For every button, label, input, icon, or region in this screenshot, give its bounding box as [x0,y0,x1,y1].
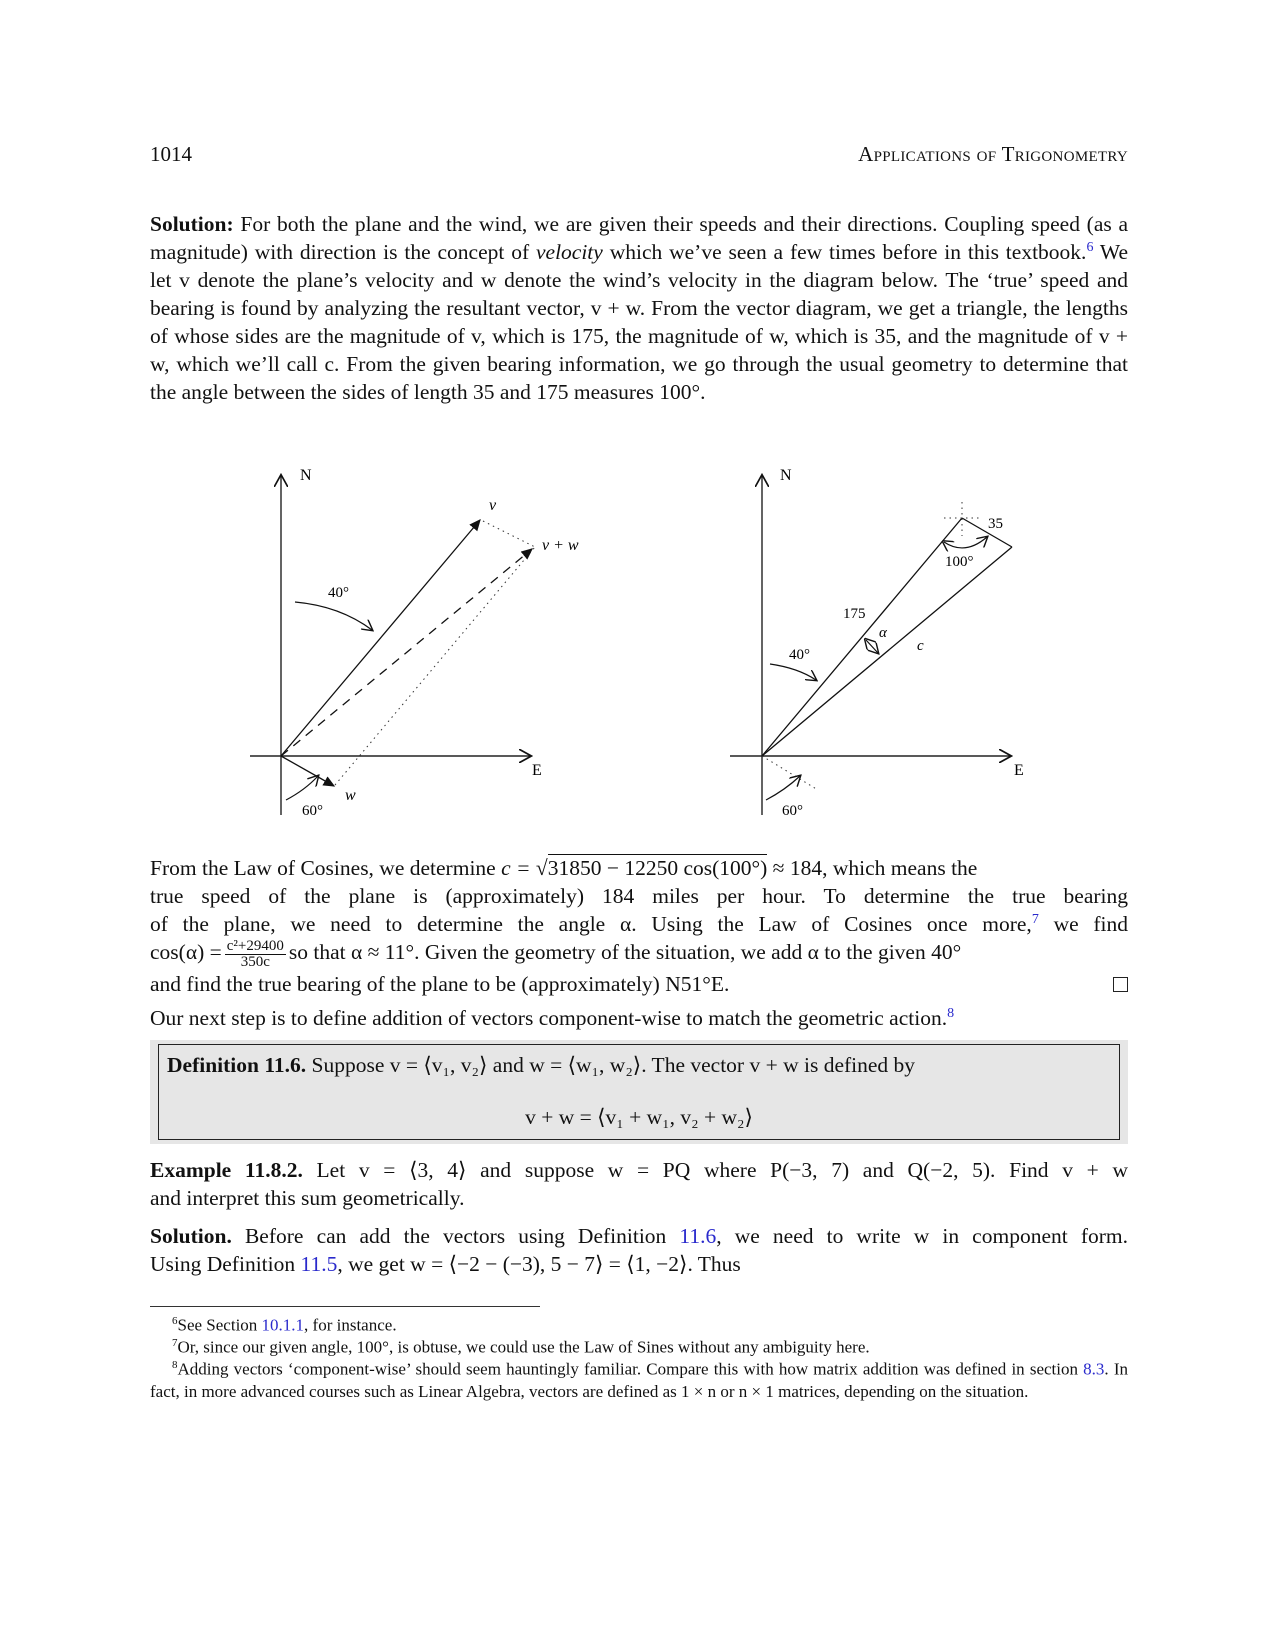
law-of-cosines-paragraph: From the Law of Cosines, we determine c = √31850 − 12250 cos(100°) ≈ 184, which means the true speed of the plane is (approximately) 184 miles per hour. To determine the true bearing of the plane, we need to determine the angle α. Using the Law of Cosines once more,$^7$ we find cos(α) = $\frac{\text{c²+29400}}{350c}$ so that α ≈ 11°. Given the geometry of the situation, we add α to the given 40° and find the true bearing of the plane to be (approximately) N51°E. [150,856,1129,996]
definition-formula: v + w = ⟨v₁ + w₁, v₂ + w₂⟩ [525,1105,753,1129]
text: true speed of the plane is (approximately) 184 miles per hour. To determine the true bearing [150,884,1128,908]
running-title: Applications of Trigonometry [858,142,1128,166]
vector-v [281,520,480,756]
text: Our next step is to define addition of vectors component-wise to match the geometric action. [150,1006,948,1030]
definition-link-11-5[interactable]: 11.5 [300,1252,338,1276]
angle-40-label: 40° [789,647,810,663]
qed-box-icon [1113,977,1128,992]
solution-text: which we’ve seen a few times before [609,240,938,264]
definition-box [150,1040,1128,1144]
text: From the Law of Cosines, we determine [150,856,496,880]
text: and find the true bearing of the plane to be (approximately) N51°E. [150,971,730,996]
solution-label: Solution. [150,1224,232,1248]
fraction: $\frac{\text{c²+29400}}{350c}$ [226,937,284,970]
text: Using Definition [150,1252,296,1276]
solution-label: Solution: [150,212,234,236]
next-step-paragraph [150,1004,1128,1032]
text: of the plane, we need to determine the angle α. Using the Law of Cosines once more, [150,912,1032,936]
side-175 [762,518,962,756]
footnote-8: $^8$Adding vectors ‘component-wise’ should seem hauntingly familiar. Compare this with how matrix addition was defined in section 8.3. In fact, in more advanced courses such as Linear Algebra, vectors are defined as 1 × n or n × 1 matrices, depending on the situation. [150,1359,1128,1401]
solution-text: We let v denote the plane’s velocity and w denote the wind’s velocity in the diagram below. The ‘true’ speed and bearing is found by analyzing the resultant vector, v + w. From the vector diagram, we get a triangle, the lengths of whose sides are the magnitude of v, which is 175, the magnitude of w, which is 35, and the magnitude of v + w, which we’ll call c. From the given bearing information, we go through the usual geometry to determine that the angle between the sides of length 35 and 175 measures 100°. [150,240,1129,404]
alpha-label: α [879,625,887,641]
v-label: v [489,497,497,514]
footnote-ref-6[interactable]: 6 [1086,239,1094,255]
angle-60-label: 60° [782,803,803,819]
north-label: N [300,467,312,484]
example-paragraph [150,1156,1128,1212]
text: we find [1053,912,1129,936]
footnote-rule [150,1306,540,1307]
solution-paragraph [150,210,1128,406]
definition-text: Suppose v = ⟨v₁, v₂⟩ and w = ⟨w₁, w₂⟩. The vector v + w is defined by [311,1053,916,1077]
text: and interpret this sum geometrically. [150,1186,465,1210]
c-label: c [917,638,924,654]
text: Let v = ⟨3, 4⟩ and suppose w = PQ where P(−3, 7) and Q(−2, 5). Find v + w [316,1158,1128,1182]
example-label: Example 11.8.2. [150,1158,303,1182]
footnote-ref-7[interactable]: 7 [1031,911,1039,927]
velocity-term: velocity [535,240,603,264]
section-link-10-1-1[interactable]: 10.1.1 [261,1315,305,1335]
vector-v-plus-w [281,549,532,756]
footnote-7: $^7$Or, since our given angle, 100°, is obtuse, we could use the Law of Sines without any ambiguity here. [172,1337,870,1357]
north-label: N [780,467,792,484]
angle-40-label: 40° [328,585,349,601]
east-label: E [1014,762,1024,779]
footnote-6: $^6$See Section 10.1.1, for instance. [172,1315,397,1335]
page-header [150,142,1128,172]
vector-w [281,756,334,786]
solution2-paragraph [150,1222,1128,1278]
page-number: 1014 [150,142,192,166]
cos-expression: cos(α) = [150,940,222,964]
text: , we get w = ⟨−2 − (−3), 5 − 7⟩ = ⟨1, −2⟩. Thus [337,1252,741,1276]
solution-text: For both the plane and the wind, we are given their speeds and their directions. Coupling [240,212,1025,236]
east-label: E [532,762,542,779]
triangle-diagram [690,440,1050,819]
solution-text: speed (as a magnitude) with direction is the concept of [150,212,1129,264]
text: Before can add the vectors using Definition [244,1224,667,1248]
side-35 [962,518,1012,547]
footnote-ref-8[interactable]: 8 [947,1005,955,1021]
angle-100-label: 100° [945,554,974,570]
w-label: w [345,787,356,804]
text: ≈ 184, which means the [772,856,978,880]
text: , we need to write w in component form. [716,1224,1128,1248]
vector-sum-diagram [230,440,590,819]
text: so that α ≈ 11°. Given the geometry of the situation, we add α to the given 40° [288,940,962,964]
sqrt-expression: 31850 − 12250 cos(100°) [547,856,768,880]
angle-60-label: 60° [302,803,323,819]
solution-text: in this textbook. [944,240,1087,264]
definition-label: Definition 11.6. [167,1053,307,1077]
c-equation: c = [501,856,531,880]
side-175-label: 175 [843,606,866,622]
v-plus-w-label: v + w [542,537,579,554]
definition-link-11-6[interactable]: 11.6 [679,1224,717,1248]
section-link-8-3[interactable]: 8.3 [1083,1359,1105,1379]
side-35-label: 35 [988,516,1003,532]
